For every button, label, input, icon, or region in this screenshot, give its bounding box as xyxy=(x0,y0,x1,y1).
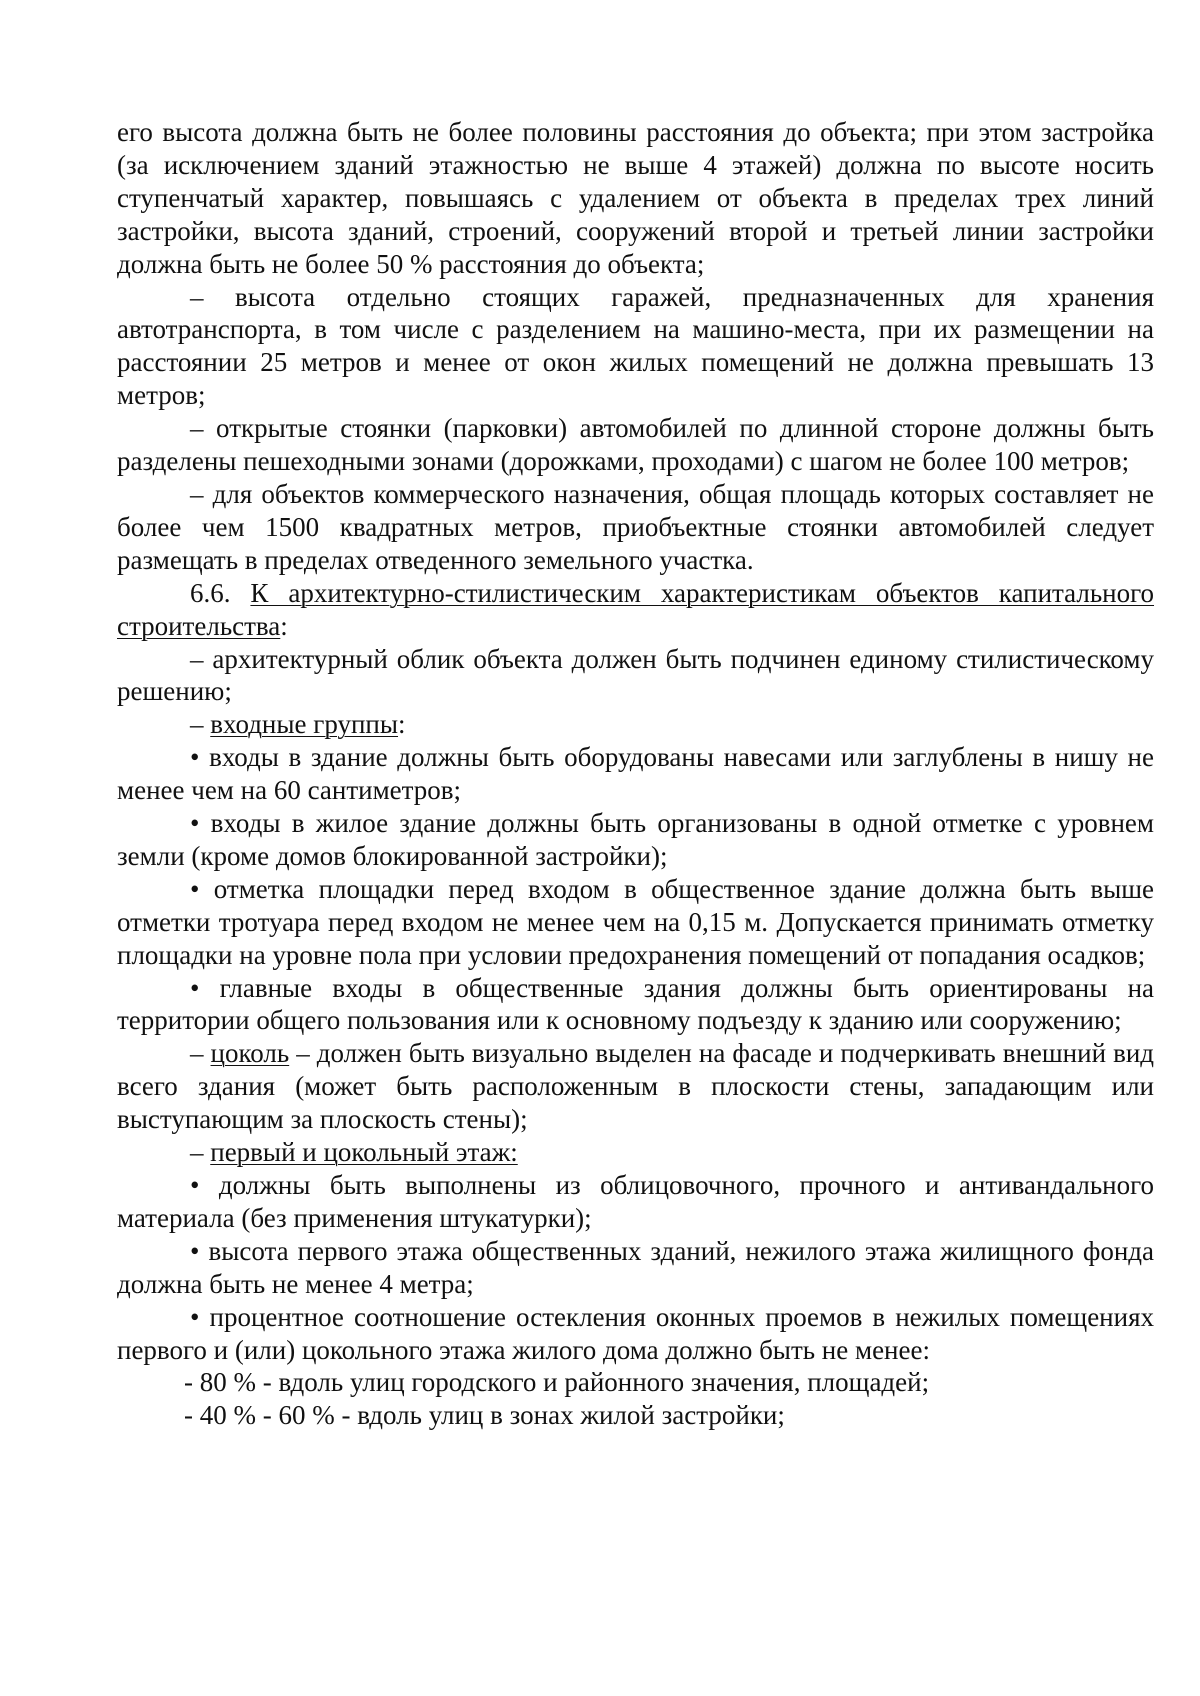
dash: – xyxy=(190,709,211,740)
glazing-item-residential-streets: - 40 % - 60 % - вдоль улиц в зонах жилой застройки; xyxy=(184,1400,785,1431)
glazing-item-city-streets: - 80 % - вдоль улиц городского и районного значения, площадей; xyxy=(184,1367,930,1398)
dash: – xyxy=(190,1137,211,1168)
bullet-first-floor-height: • высота первого этажа общественных зданий, нежилого этажа жилищного фонда должна быть не менее 4 метра; xyxy=(117,1235,1154,1299)
paragraph-plinth xyxy=(117,1037,1154,1136)
bullet-entrance-canopies: • входы в здание должны быть оборудованы навесами или заглублены в нишу не менее чем на 60 сантиметров; xyxy=(117,742,1154,806)
paragraph-architectural-appearance: – архитектурный облик объекта должен быть подчинен единому стилистическому решению; xyxy=(117,643,1154,707)
paragraph-commercial-parking: – для объектов коммерческого назначения, общая площадь которых составляет не более чем 1500 квадратных метров, приобъектные стоянки автомобилей следует размещать в пределах отведенного земельного участка. xyxy=(117,478,1154,575)
paragraph-open-parking: – открытые стоянки (парковки) автомобилей по длинной стороне должны быть разделены пешеходными зонами (дорожками, проходами) с шагом не более 100 метров; xyxy=(117,413,1154,477)
dash: – xyxy=(190,1038,211,1069)
bullet-facing-material: • должны быть выполнены из облицовочного, прочного и антивандального материала (без применения штукатурки); xyxy=(117,1170,1154,1233)
section-number: 6.6. xyxy=(190,577,231,608)
paragraph-garage-height: – высота отдельно стоящих гаражей, предназначенных для хранения автотранспорта, в том числе с разделением на машино-места, при их размещении на расстоянии 25 метров и менее от окон жилых помещений не должна превышать 13 метров; xyxy=(117,281,1154,411)
plinth-text: – должен быть визуально выделен на фасаде и подчеркивать внешний вид всего здания (может быть расположенным в плоскости стены, западающим или выступающим за плоскость стены); xyxy=(117,1038,1155,1135)
subheading-first-floor xyxy=(117,1136,1154,1169)
subheading-first-floor-title: первый и цокольный этаж: xyxy=(210,1137,518,1168)
bullet-main-entrances: • главные входы в общественные здания должны быть ориентированы на территории общего пользования или к основному подъезду к зданию или сооружению; xyxy=(117,972,1154,1036)
subheading-entry-groups xyxy=(117,708,1154,741)
subheading-entry-groups-title: входные группы xyxy=(210,709,399,740)
bullet-platform-level: • отметка площадки перед входом в общественное здание должна быть выше отметки тротуара перед входом не менее чем на 0,15 м. Допускается принимать отметку площадки на уровне пола при условии предохранения помещений от попадания осадков; xyxy=(117,873,1154,970)
plinth-title: цоколь xyxy=(210,1038,290,1069)
section-title: К архитектурно-стилистическим характеристикам объектов капитального строительства xyxy=(117,577,1155,641)
colon: : xyxy=(398,709,406,740)
paragraph-height-limit: его высота должна быть не более половины расстояния до объекта; при этом застройка (за исключением зданий этажностью не выше 4 этажей) должна по высоте носить ступенчатый характер, повышаясь с удалением от объекта в пределах трех линий застройки, высота зданий, строений, сооружений второй и третьей линии застройки должна быть не более 50 % расстояния до объекта; xyxy=(117,117,1154,279)
bullet-glazing-ratio: • процентное соотношение остекления оконных проемов в нежилых помещениях первого и (или) цокольного этажа жилого дома должно быть не менее: xyxy=(117,1301,1154,1365)
bullet-residential-entrance: • входы в жилое здание должны быть организованы в одной отметке с уровнем земли (кроме домов блокированной застройки); xyxy=(117,808,1154,871)
section-6-6-heading xyxy=(117,577,1154,643)
section-colon: : xyxy=(280,610,288,641)
